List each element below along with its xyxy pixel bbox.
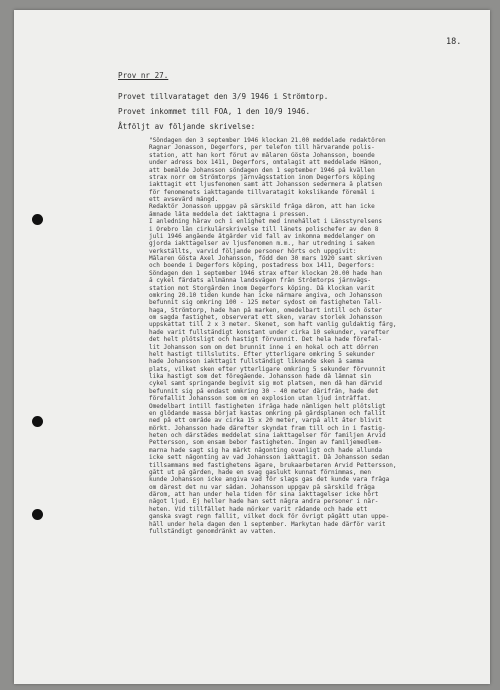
body-line: befunnit sig på endast omkring 30 - 40 meter därifrån, hade det	[149, 387, 379, 395]
body-line: Redaktör Jonasson uppgav på särskild fråga därom, att han icke	[149, 203, 375, 211]
body-line: ämnade låta meddela det iakttagna i pressen.	[149, 210, 310, 218]
body-line: heten. Vid tillfället hade mörker varit rådande och hade ett	[149, 505, 368, 513]
body-line: station, att han kort förut av målaren Gösta Johansson, boende	[149, 151, 375, 159]
body-line: Omedelbart intill fastigheten ifråga hade nämligen helt plötsligt	[149, 402, 386, 410]
body-line: å cykel färdats allmänna landsvägen från Strömtorps järnvägs-	[149, 277, 372, 285]
body-line: juli 1946 angående åtgärder vid fall av inkomna meddelanger om	[149, 232, 375, 240]
body-line: Pettersson, som ensam bebor fastigheten. Ingen av familjemedlem-	[149, 439, 382, 447]
body-line: helt hastigt tillslutits. Efter ytterligare omkring 5 sekunder	[149, 350, 375, 358]
body-line: hade varit fullständigt konstant under cirka 10 sekunder, varefter	[149, 328, 390, 336]
body-line: icke sett någonting av vad Johansson iakttagit. Då Johansson sedan	[149, 454, 390, 462]
body-line: gjorda iakttagelser av ljusfenomen m.m., har utredning i saken	[149, 240, 375, 248]
letter-body	[149, 137, 479, 535]
body-line: tillsammans med fastighetens ägare, brukaarbetaren Arvid Pettersson,	[149, 461, 397, 469]
body-line: något ljud. Ej heller hade han sett några andra personer i när-	[149, 498, 379, 506]
body-line: i Örebro län cirkulärskrivelse till länets polischefer av den 8	[149, 225, 379, 233]
punch-hole	[32, 509, 43, 520]
document-page	[14, 10, 490, 684]
body-line: marna hade sagt sig ha märkt någonting ovanligt och hade allunda	[149, 446, 382, 454]
body-line: Målaren Gösta Axel Johansson, född den 30 mars 1920 samt skriven	[149, 255, 382, 262]
body-line: fullständigt genomdränkt av vatten.	[149, 527, 277, 535]
body-line: heten och därstädes meddelat sina iakttagelser för familjen Arvid	[149, 432, 386, 439]
body-line: I anledning härav och i enlighet med innehållet i Länsstyrelsens	[149, 218, 382, 226]
page-number: 18.	[446, 37, 462, 47]
body-line: förefallit Johansson som om en explosion utan ljud inträffat.	[149, 395, 372, 403]
meta-line: Åtföljt av följande skrivelse:	[118, 122, 256, 131]
body-line: ned på ett område av cirka 15 x 20 meter, varpå allt åter blivit	[149, 417, 382, 425]
body-line: befunnit sig omkring 100 - 125 meter sydost om fastigheten Tall-	[149, 299, 382, 307]
body-line: Söndagen den 1 september 1946 strax efter klockan 20.00 hade han	[149, 269, 382, 277]
body-line: ett avsevärd mängd.	[149, 196, 219, 203]
body-line: strax norr om Strömtorps järnvägsstation inom Degerfors köping	[149, 173, 375, 181]
punch-hole	[32, 416, 43, 427]
body-line: iakttagit ett ljusfenomen samt att Johansson sedermera å platsen	[149, 181, 382, 189]
body-line: plats, vilket sken efter ytterligare omkring 5 sekunder förvunnit	[149, 365, 386, 373]
body-line: en glödande massa börjat kastas omkring på gårdsplanen och fallit	[149, 409, 386, 417]
punch-hole	[32, 214, 43, 225]
body-line: lika hastigt som det föregående. Johansson hade då lämnat sin	[149, 373, 372, 380]
body-line: det helt plötsligt och hastigt förvunnit. Det hela hade förefal-	[149, 336, 382, 344]
document-heading: Prov nr 27.	[118, 71, 169, 80]
body-line: därom, att han under hela tiden för sina iakttagelser icke hört	[149, 491, 379, 498]
body-line: haga, Strömtorp, hade han på marken, omedelbart intill och öster	[149, 306, 382, 314]
body-line: om sagda fastighet, observerat ett sken, varav storlek Johansson	[149, 314, 382, 321]
body-line: hade Johansson iakttagit fullständigt liknande sken å samma	[149, 358, 364, 366]
body-line: uppskattat till 2 x 3 meter. Skenet, som haft vanlig guldaktig färg,	[149, 321, 397, 329]
body-line: lit Johansson som om det brunnit inne i en hokal och att dörren	[149, 343, 379, 351]
body-line: gått ut på gården, hade en svag gaslukt kunnat förnimmas, men	[149, 468, 372, 476]
body-line: för fenomenets iakttagande tillvaratagit kokslikande föremål i	[149, 188, 375, 196]
body-line: under adress box 1411, Degerfors, omtalagit att meddelade Hämon,	[149, 159, 382, 167]
body-line: Ragnar Jonasson, Degerfors, per telefon till härvarande polis-	[149, 144, 375, 152]
body-line: ganska svagt regn fallit, vilket dock för övrigt pågått utan uppe-	[149, 513, 390, 521]
body-line: omkring 20.10 tiden kunde han icke närmare angiva, och Johansson	[149, 291, 382, 299]
meta-line: Provet tillvarataget den 3/9 1946 i Strömtorp.	[118, 92, 329, 101]
body-line: station mot Storgården inom Degerfors köping. Då klockan varit	[149, 284, 375, 292]
body-line: och boende i Degerfors köping, postadress box 1411, Degerfors:	[149, 262, 375, 270]
body-line: mörkt. Johansson hade därefter skyndat fram till och in i fastig-	[149, 424, 386, 432]
body-line: att bemälde Johansson söndagen den 1 september 1946 på kvällen	[149, 166, 375, 174]
meta-line: Provet inkommet till FOA, 1 den 10/9 1946.	[118, 107, 311, 116]
body-line: om därest det nu var sådan. Johansson uppgav på särskild fråga	[149, 483, 375, 491]
body-line: kunde Johansson icke angiva vad för slags gas det kunde vara fråga	[149, 476, 390, 484]
body-line: cykel samt springande begivit sig mot platsen, men då han därvid	[149, 380, 382, 388]
body-line: "Söndagen den 3 september 1946 klockan 21.00 meddelade redaktören	[149, 137, 386, 144]
body-line: verkställts, varvid följande personer hörts och uppgivit:	[149, 247, 357, 255]
body-line: håll under hela dagen den 1 september. Markytan hade därför varit	[149, 520, 386, 528]
